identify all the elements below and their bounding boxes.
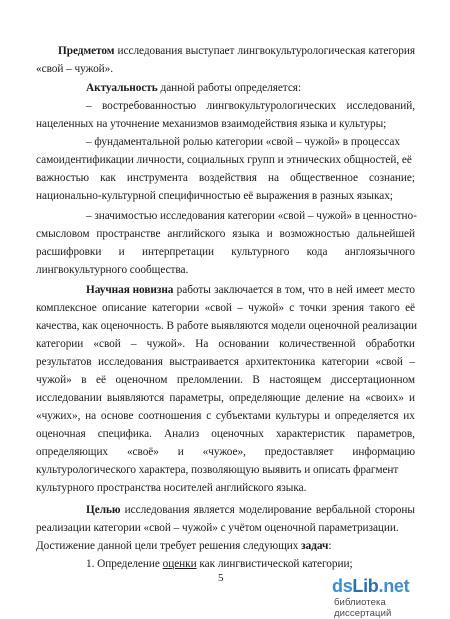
p2-bullet-1-line-1: – востребованностью лингвокультурологических исследований, [86,100,415,112]
p3-line-7: исследовании выявляются параметры, определяющие деление на «своих» и [36,392,415,404]
p2-bullet-1-line-2: нацеленных на уточнение механизмов взаимодействия языка и культуры; [36,118,387,130]
page-number: 5 [218,572,224,584]
dslib-subtitle: библиотека диссертаций [334,597,392,619]
p3-line-2: комплексное описание категории «свой – чужой» с точки зрения такого её [36,302,415,314]
p3-line-3: качества, как оценочность. В работе выявляются модели оценочной реализации [36,320,418,332]
p2-lead: Актуальность данной работы определяется: [86,82,302,94]
p3-line-11: культурологического характера, позволяющую выявить и описать фрагмент [36,464,399,476]
p3-line-10: определяющих «своё» и «чужое», предоставляет информацию [36,446,415,458]
p3-line-9: оценочная специфика. Анализ оценочных характеристик параметров, [36,428,415,440]
p4-line-3: Достижение данной цели требует решения следующих задач: [36,540,332,552]
p2-bullet-2-line-1: – фундаментальной ролью категории «свой – чужой» в процессах [86,136,400,148]
p3-line-5: результатов исследования выстраивается архитектоника категории «свой – [36,356,415,368]
p1-line-1: Предметом исследования выступает лингвокультурологическая категория [58,45,415,57]
p2-bullet-3-line-3: расшифровки и интерпретации культурного кода англоязычного [36,246,415,258]
p3-line-12: культурного пространства носителей английского языка. [36,482,307,494]
p4-line-4: 1. Определение оценки как лингвистической категории; [86,558,353,570]
p3-line-8: «чужих», на основе соотношения с субъектами культуры и определяется их [36,410,415,422]
p3-line-1: Научная новизна работы заключается в том, что в ней имеет место [86,284,415,296]
p4-line-2: реализации категории «свой – чужой» с учётом оценочной параметризации. [36,522,399,534]
dslib-logo: dsLib.net [332,576,410,596]
p1-line-2: «свой – чужой». [36,63,114,75]
p2-bullet-3-line-2: смысловом пространстве английского языка и возможностью дальнейшей [36,228,415,240]
p3-line-4: категории «свой – чужой». На основании количественной обработки [36,338,415,350]
p2-bullet-2-line-3: важностью как инструмента воздействия на общественное сознание; [36,172,415,184]
p3-line-6: чужой» в её оценочном преломлении. В настоящем диссертационном [36,374,415,386]
p2-bullet-3-line-4: лингвокультурного сообщества. [36,264,189,276]
p2-bullet-2-line-2: самоидентификации личности, социальных групп и этнических общностей, её [36,154,412,166]
p4-line-1: Целью исследования является моделирование вербальной стороны [86,504,415,516]
p2-bullet-3-line-1: – значимостью исследования категории «свой – чужой» в ценностно- [86,210,417,222]
p2-bullet-2-line-4: национально-культурной специфичностью её выражения в разных языках; [36,190,393,202]
dslib-watermark [332,576,442,619]
